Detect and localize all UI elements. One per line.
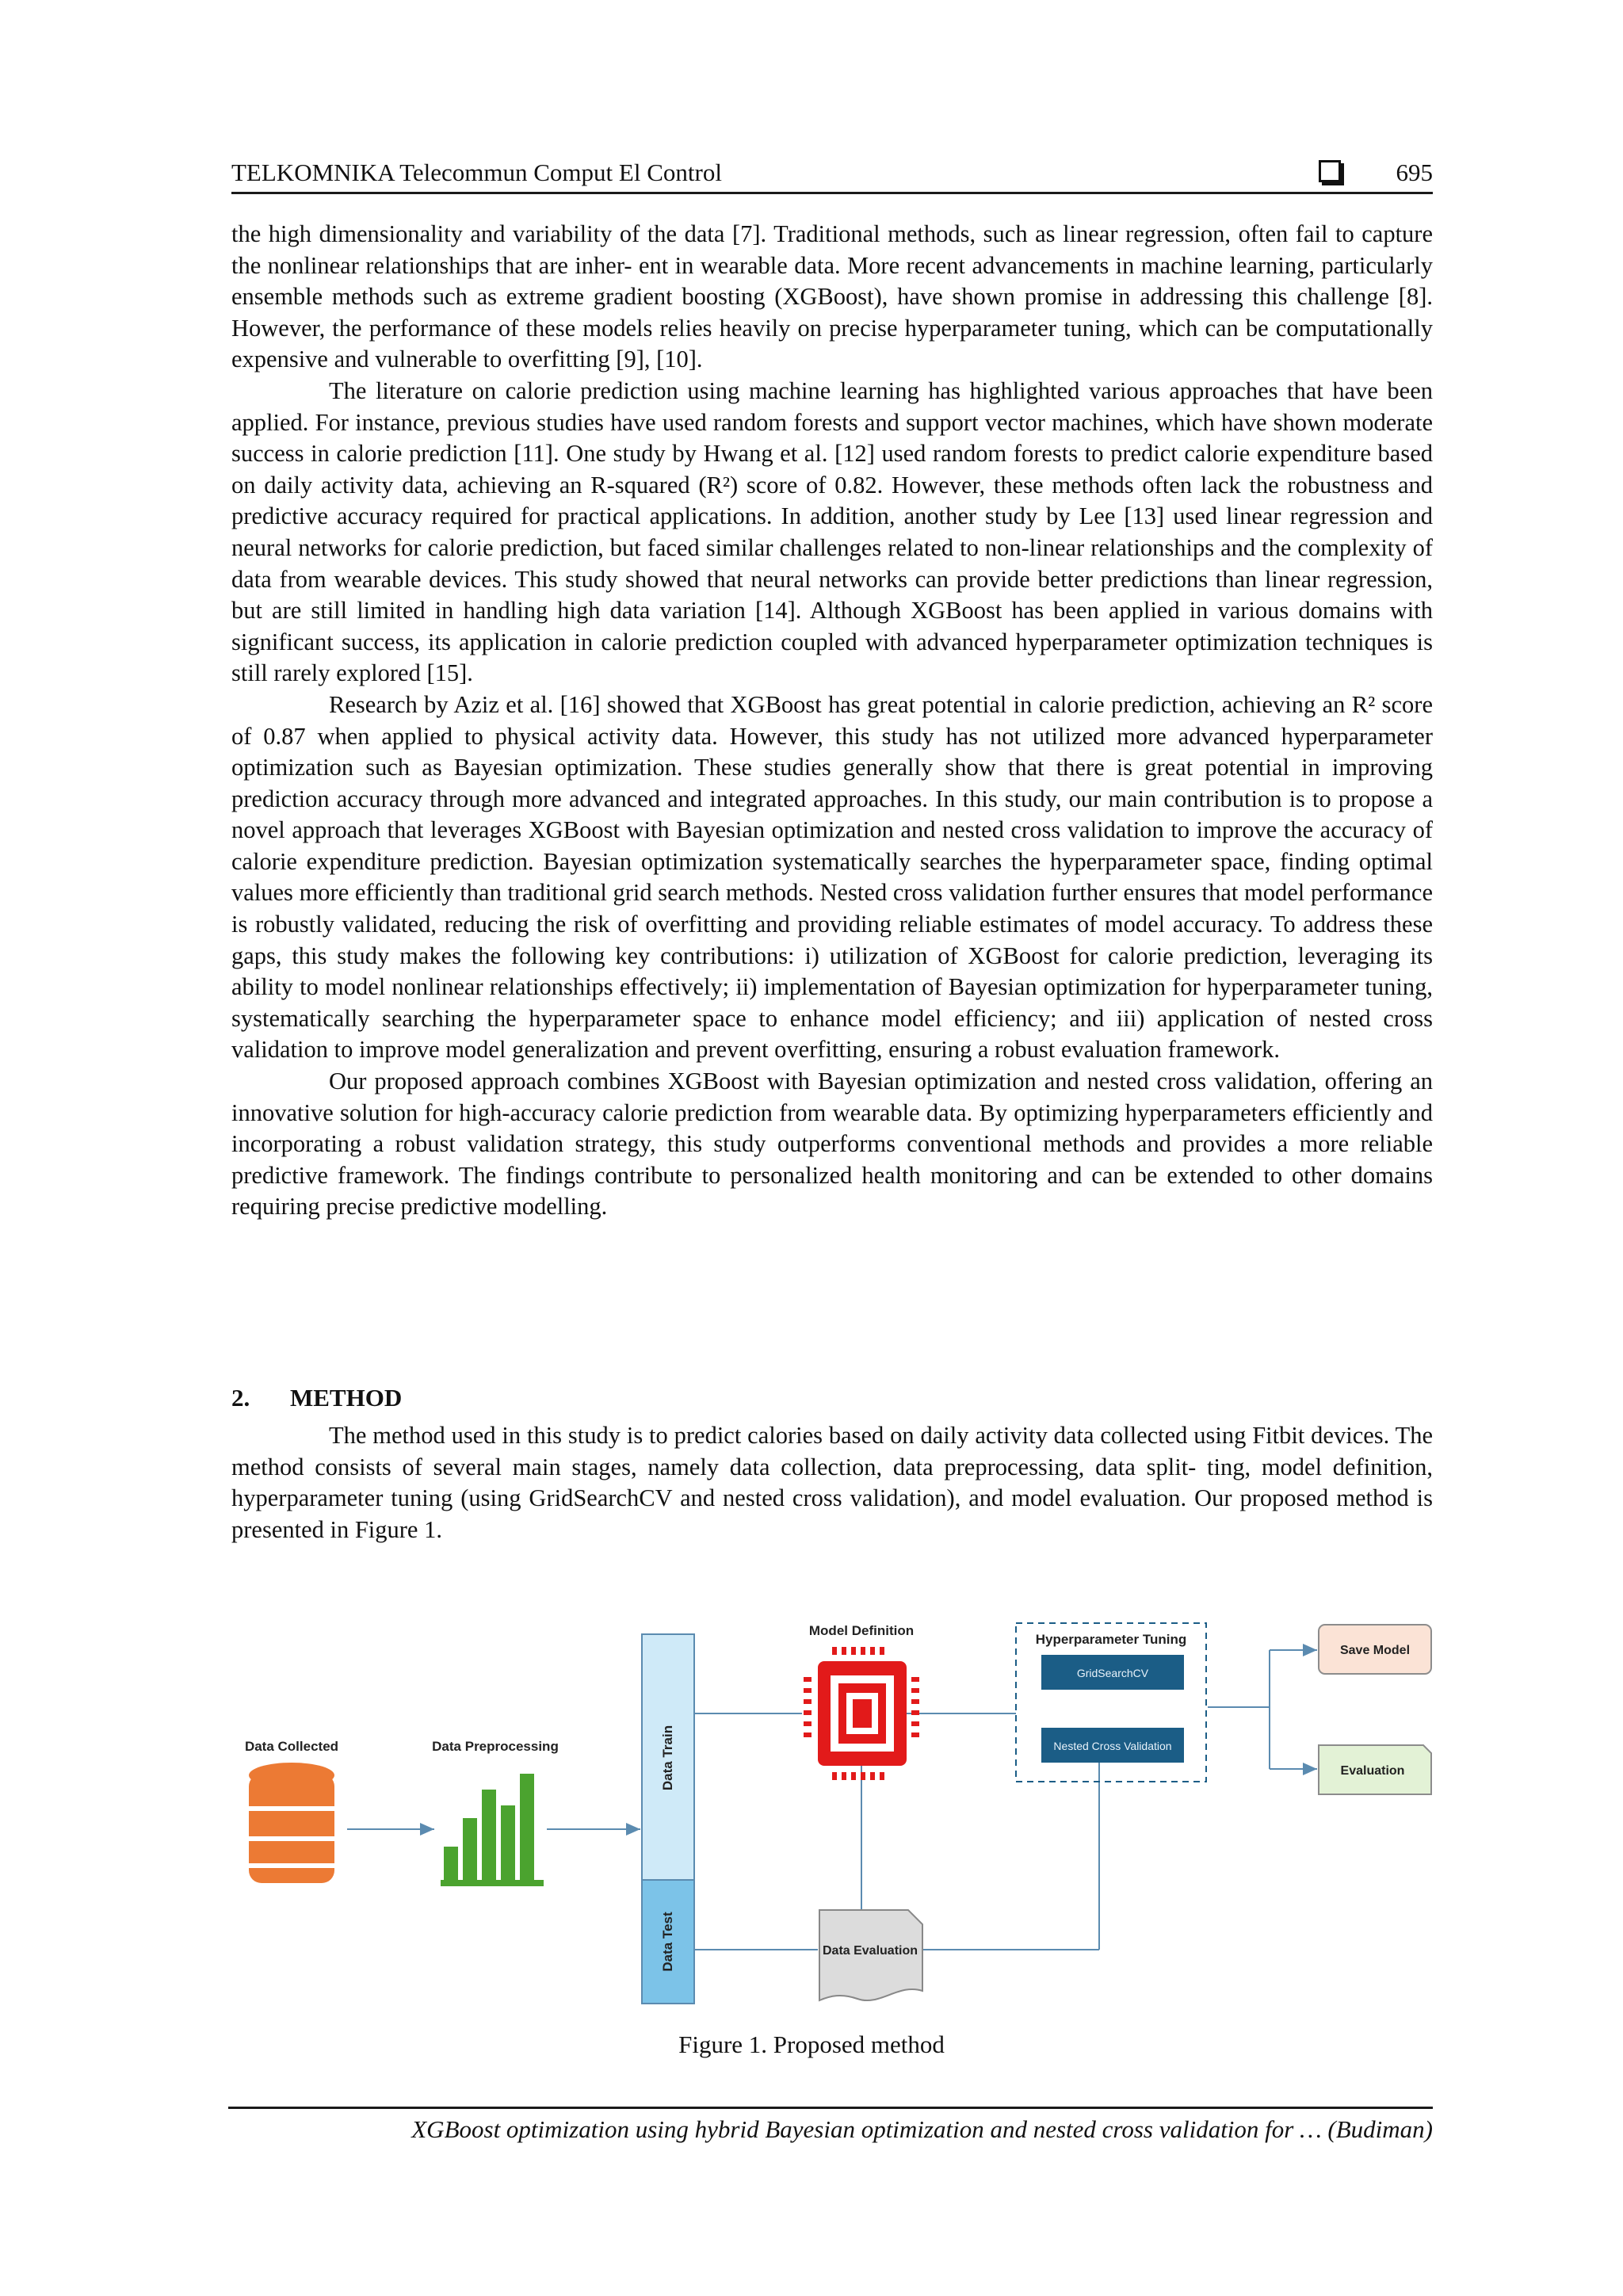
gridsearchcv-label: GridSearchCV <box>1076 1667 1149 1679</box>
database-icon <box>249 1763 334 1883</box>
evaluation-label: Evaluation <box>1340 1764 1405 1778</box>
figure-proposed-method <box>231 1601 1433 2013</box>
hyperparameter-tuning-label: Hyperparameter Tuning <box>1035 1632 1187 1647</box>
section-title: METHOD <box>290 1384 403 1412</box>
paragraph: Research by Aziz et al. [16] showed that XGBoost has great potential in calorie prediction, achieving an R² score of 0.87 when applied to physical activity data. However, this study has not utilized more advanced hyperparameter optimization such as Bayesian optimization. These studies generally show that there is great potential in improving prediction accuracy through more advanced and integrated approaches. In this study, our main contribution is to propose a novel approach that leverages XGBoost with Bayesian optimization and nested cross validation to improve the accuracy of calorie expenditure prediction. Bayesian optimization systematically searches the hyperparameter space, finding optimal values more efficiently than traditional grid search methods. Nested cross validation further ensures that model performance is robustly validated, reducing the risk of overfitting and providing reliable estimates of model accuracy. To address these gaps, this study makes the following key contributions: i) utilization of XGBoost for calorie prediction, leveraging its ability to model nonlinear relationships effectively; ii) implementation of Bayesian optimization for hyperparameter tuning, systematically searching the hyperparameter space to enhance model efficiency; and iii) application of nested cross validation to improve model generalization and prevent overfitting, ensuring a robust evaluation framework. <box>231 690 1433 1064</box>
data-train-label: Data Train <box>660 1725 675 1791</box>
running-header <box>231 155 1433 194</box>
running-footer: XGBoost optimization using hybrid Bayesian optimization and nested cross validation for … (Budiman) <box>228 2107 1433 2145</box>
body-text-intro <box>231 219 1433 1223</box>
method-diagram <box>231 1601 1433 2013</box>
page-number: 695 <box>1396 159 1433 186</box>
cpu-chip-icon <box>804 1647 919 1780</box>
journal-name: TELKOMNIKA Telecommun Comput El Control <box>231 159 722 186</box>
square-icon <box>1319 160 1341 182</box>
save-model-label: Save Model <box>1339 1644 1411 1657</box>
paragraph: The literature on calorie prediction using machine learning has highlighted various approaches that have been applied. For instance, previous studies have used random forests and support vector machines, which have shown moderate success in calorie prediction [11]. One study by Hwang et al. [12] used random forests to predict calorie expenditure based on daily activity data, achieving an R-squared (R²) score of 0.82. However, these methods often lack the robustness and predictive accuracy required for practical applications. In addition, another study by Lee [13] used linear regression and neural networks for calorie prediction, but faced similar challenges related to non-linear relationships and the complexity of data from wearable devices. This study showed that neural networks can provide better predictions than linear regression, but are still limited in handling high data variation [14]. Although XGBoost has been applied in various domains with significant success, its application in calorie prediction coupled with advanced hyperparameter optimization techniques is still rarely explored [15]. <box>231 376 1433 687</box>
section-number: 2. <box>231 1384 250 1412</box>
bar-chart-icon <box>441 1774 544 1886</box>
data-collected-label: Data Collected <box>244 1739 339 1754</box>
model-definition-label: Model Definition <box>808 1623 915 1638</box>
figure-caption: Figure 1. Proposed method <box>678 2030 945 2058</box>
data-test-label: Data Test <box>660 1912 675 1972</box>
paragraph: Our proposed approach combines XGBoost with Bayesian optimization and nested cross validation, offering an innovative solution for high-accuracy calorie prediction from wearable data. By optimizing hyperparameters efficiently and incorporating a robust validation strategy, this study outperforms conventional methods and provides a more reliable predictive framework. The findings contribute to personalized health monitoring and can be extended to other domains requiring precise predictive modelling. <box>231 1068 1433 1221</box>
data-preprocessing-label: Data Preprocessing <box>432 1739 559 1754</box>
paragraph: the high dimensionality and variability of the data [7]. Traditional methods, such as linear regression, often fail to capture the nonlinear relationships that are inher- ent in wearable data. More recent advancements in machine learning, particularly ensemble methods such as extreme gradient boosting (XGBoost), have shown promise in addressing this challenge [8]. However, the performance of these models relies heavily on precise hyperparameter tuning, which can be computationally expensive and vulnerable to overfitting [9], [10]. <box>231 220 1433 373</box>
paragraph: The method used in this study is to predict calories based on daily activity data collected using Fitbit devices. The method consists of several main stages, namely data collection, data preprocessing, data split- ting, model definition, hyperparameter tuning (using GridSearchCV and nested cross validation), and model evaluation. Our proposed method is presented in Figure 1. <box>231 1422 1433 1543</box>
nested-cv-label: Nested Cross Validation <box>1053 1740 1172 1752</box>
body-text-method <box>231 1420 1433 1545</box>
section-heading <box>231 1382 402 1414</box>
data-evaluation-label: Data Evaluation <box>822 1944 918 1958</box>
